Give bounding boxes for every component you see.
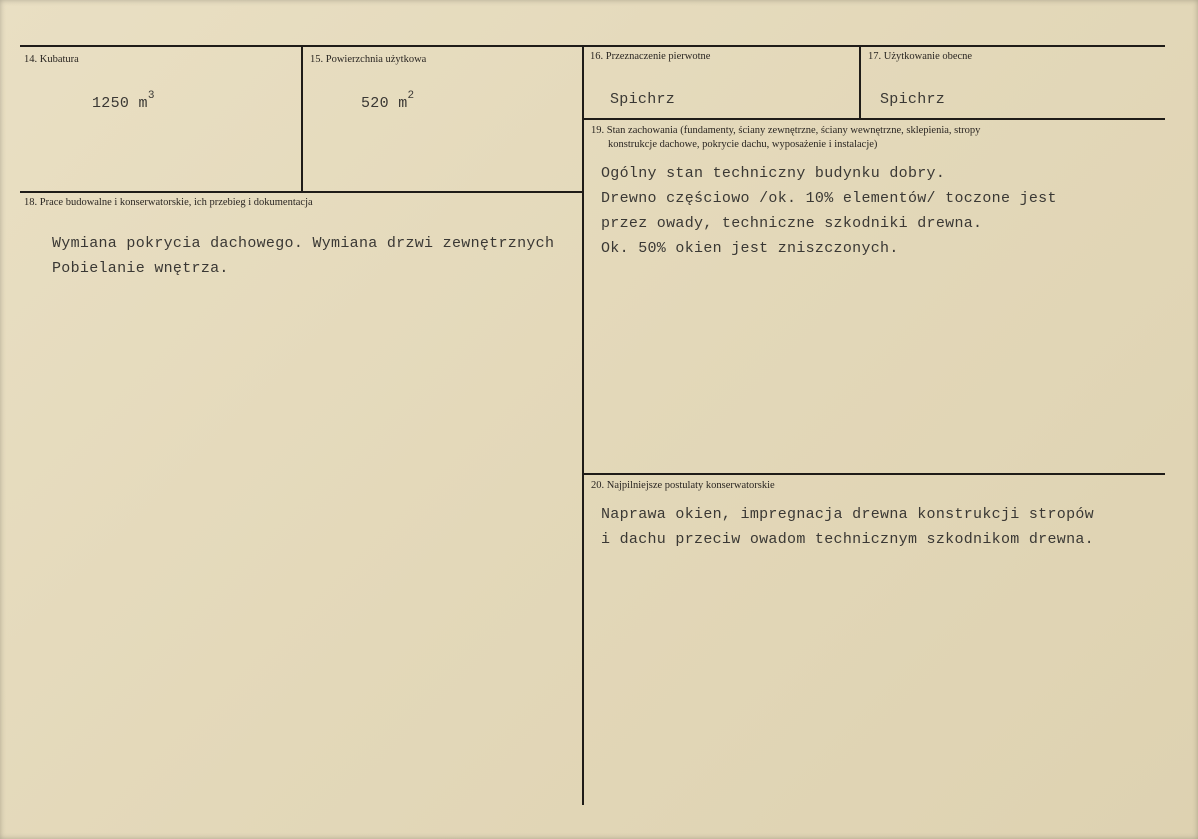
- przeznaczenie-value: Spichrz: [610, 91, 676, 108]
- powierzchnia-value-text: 520 m: [361, 95, 408, 112]
- rule-above-19: [584, 118, 1165, 120]
- uzytkowanie-value: Spichrz: [880, 91, 946, 108]
- postulaty-label: 20. Najpilniejsze postulaty konserwatorskie: [591, 480, 775, 491]
- postulaty-line: i dachu przeciw owadom technicznym szkodnikom drewna.: [601, 531, 1094, 548]
- prace-text: [52, 231, 582, 281]
- prace-line: Wymiana pokrycia dachowego. Wymiana drzwi zewnętrznych: [52, 235, 555, 252]
- stan-line: Drewno częściowo /ok. 10% elementów/ toczone jest: [601, 190, 1057, 207]
- prace-label: 18. Prace budowalne i konserwatorskie, ich przebieg i dokumentacja: [24, 197, 313, 208]
- uzytkowanie-label: 17. Użytkowanie obecne: [868, 51, 973, 62]
- kubatura-unit-exponent: 3: [147, 90, 155, 102]
- postulaty-line: Naprawa okien, impregnacja drewna konstrukcji stropów: [601, 506, 1094, 523]
- stan-label-line2: konstrukcje dachowe, pokrycie dachu, wyposażenie i instalacje): [608, 139, 878, 150]
- divider-14-15: [301, 47, 303, 191]
- kubatura-value: [92, 90, 155, 112]
- powierzchnia-label: 15. Powierzchnia użytkowa: [310, 54, 427, 65]
- stan-label-line1: 19. Stan zachowania (fundamenty, ściany zewnętrzne, ściany wewnętrzne, sklepienia, stropy: [591, 125, 981, 136]
- prace-line: Pobielanie wnętrza.: [52, 260, 229, 277]
- divider-16-17: [859, 47, 861, 119]
- przeznaczenie-label: 16. Przeznaczenie pierwotne: [590, 51, 711, 62]
- stan-text: [601, 161, 1057, 261]
- rule-above-20: [584, 473, 1165, 475]
- top-rule: [20, 45, 1165, 47]
- powierzchnia-value: [361, 90, 415, 112]
- kubatura-value-text: 1250 m: [92, 95, 148, 112]
- stan-line: Ogólny stan techniczny budynku dobry.: [601, 165, 946, 182]
- postulaty-text: [601, 502, 1094, 552]
- powierzchnia-unit-exponent: 2: [407, 90, 415, 102]
- stan-line: przez owady, techniczne szkodniki drewna.: [601, 215, 983, 232]
- main-vertical-divider: [582, 47, 584, 805]
- stan-line: Ok. 50% okien jest zniszczonych.: [601, 240, 899, 257]
- kubatura-label: 14. Kubatura: [24, 54, 79, 65]
- rule-above-18: [20, 191, 582, 193]
